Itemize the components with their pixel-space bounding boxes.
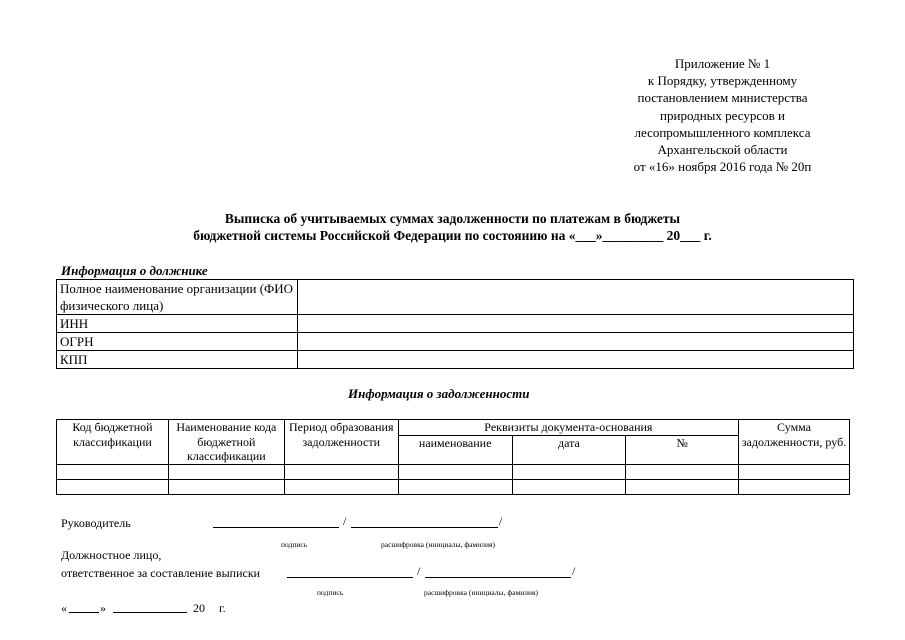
debtor-heading: Информация о должнике xyxy=(61,263,208,278)
date-close-quote: » xyxy=(100,601,106,615)
official-decode-line[interactable] xyxy=(425,566,571,578)
debtor-label-kpp: КПП xyxy=(57,351,298,369)
document-title xyxy=(100,210,805,244)
appendix-line: к Порядку, утвержденному xyxy=(647,73,798,89)
appendix-line: постановлением министерства xyxy=(637,90,808,106)
official-sign-caption: подпись xyxy=(317,588,344,597)
official-label-2: ответственное за составление выписки xyxy=(61,566,261,580)
table-cell[interactable] xyxy=(398,464,512,479)
appendix-line: лесопромышленного комплекса xyxy=(634,124,811,140)
header-doc-date: дата xyxy=(512,435,626,464)
debtor-value-kpp[interactable] xyxy=(298,351,854,369)
appendix-line: Архангельской области xyxy=(657,142,788,158)
table-cell[interactable] xyxy=(284,464,398,479)
table-row xyxy=(57,280,854,315)
table-cell[interactable] xyxy=(57,479,169,494)
header-doc: Реквизиты документа-основания xyxy=(398,420,738,436)
title-line-1: Выписка об учитываемых суммах задолженности по платежам в бюджеты xyxy=(224,211,681,226)
table-cell[interactable] xyxy=(284,479,398,494)
appendix-line: природных ресурсов и xyxy=(660,107,785,123)
debt-heading: Информация о задолженности xyxy=(348,386,530,401)
table-row xyxy=(57,333,854,351)
date-suffix: г. xyxy=(219,601,226,615)
head-slash: / xyxy=(343,514,347,528)
debtor-label-inn: ИНН xyxy=(57,315,298,333)
date-open-quote: « xyxy=(61,601,67,615)
table-cell[interactable] xyxy=(168,479,284,494)
appendix-line: от «16» ноября 2016 года № 20п xyxy=(633,159,812,175)
official-decode-caption: расшифровка (инициалы, фамилия) xyxy=(424,588,538,597)
date-year: 20 xyxy=(193,601,205,615)
header-doc-name: наименование xyxy=(398,435,512,464)
appendix-note xyxy=(590,55,855,175)
title-line-2: бюджетной системы Российской Федерации по состоянию на «___»_________ 20___ г. xyxy=(193,228,712,243)
head-slash-end: / xyxy=(499,514,503,528)
table-cell[interactable] xyxy=(512,479,626,494)
header-code: Код бюджетной классификации xyxy=(57,420,169,465)
table-cell[interactable] xyxy=(512,464,626,479)
debtor-value-inn[interactable] xyxy=(298,315,854,333)
date-month-line[interactable] xyxy=(113,601,187,613)
table-cell[interactable] xyxy=(739,479,850,494)
debtor-value-ogrn[interactable] xyxy=(298,333,854,351)
debtor-label-name: Полное наименование организации (ФИО физического лица) xyxy=(57,280,298,315)
debtor-table xyxy=(56,279,854,369)
table-cell[interactable] xyxy=(57,464,169,479)
table-row xyxy=(57,351,854,369)
debt-table xyxy=(56,419,850,495)
header-name: Наименование кода бюджетной классификации xyxy=(168,420,284,465)
header-doc-number: № xyxy=(626,435,739,464)
date-day-line[interactable] xyxy=(69,601,99,613)
official-slash-end: / xyxy=(572,564,576,578)
table-cell[interactable] xyxy=(398,479,512,494)
appendix-line: Приложение № 1 xyxy=(674,56,771,71)
table-row xyxy=(57,464,850,479)
head-sign-caption: подпись xyxy=(281,540,308,549)
table-cell[interactable] xyxy=(739,464,850,479)
table-header-row xyxy=(57,420,850,436)
table-row xyxy=(57,315,854,333)
official-slash: / xyxy=(417,564,421,578)
debtor-label-ogrn: ОГРН xyxy=(57,333,298,351)
head-decode-line[interactable] xyxy=(351,516,498,528)
head-signature-line[interactable] xyxy=(213,516,339,528)
head-decode-caption: расшифровка (инициалы, фамилия) xyxy=(381,540,495,549)
official-label-1: Должностное лицо, xyxy=(61,548,162,562)
table-cell[interactable] xyxy=(168,464,284,479)
table-cell[interactable] xyxy=(626,464,739,479)
official-signature-line[interactable] xyxy=(287,566,413,578)
head-label: Руководитель xyxy=(61,516,131,530)
debtor-value-name[interactable] xyxy=(298,280,854,315)
header-sum: Сумма задолженности, руб. xyxy=(739,420,850,465)
table-cell[interactable] xyxy=(626,479,739,494)
header-period: Период образования задолженности xyxy=(284,420,398,465)
table-row xyxy=(57,479,850,494)
